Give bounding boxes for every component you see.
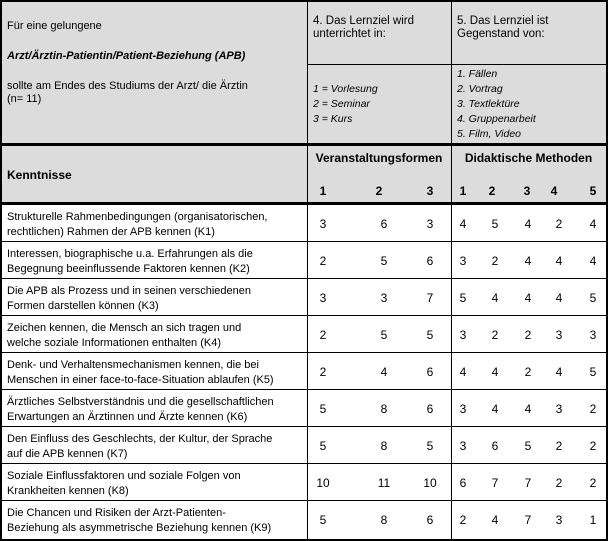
intro-text [7,20,302,106]
group2-col-5: 5 [589,184,597,198]
methode-value: 2 [589,402,597,416]
methode-value: 2 [459,513,467,527]
col5-legend [457,67,602,142]
methode-value: 4 [524,217,532,231]
group2-col-1: 1 [459,184,467,198]
methode-value: 4 [491,402,499,416]
veranstaltung-value: 5 [380,254,388,268]
methode-value: 7 [491,476,499,490]
methode-value: 4 [491,291,499,305]
methode-value: 3 [459,328,467,342]
veranstaltung-value: 10 [316,476,330,490]
veranstaltung-value: 11 [377,476,391,490]
row-label-line1: Die APB als Prozess und in seinen verschiedenen [7,285,251,297]
legend-item: 3 = Kurs [313,113,353,125]
methode-value: 5 [524,439,532,453]
group1-col-1: 1 [319,184,327,198]
methode-value: 4 [589,217,597,231]
row-label-line2: Krankheiten kennen (K8) [7,485,129,497]
methode-value: 3 [589,328,597,342]
veranstaltung-value: 5 [319,439,327,453]
row-label-line1: Strukturelle Rahmenbedingungen (organisatorischen, [7,211,268,223]
row-label-line1: Ärztliches Selbstverständnis und die gesellschaftlichen [7,396,274,408]
col5-title-line1: 5. Das Lernziel ist [457,15,549,27]
veranstaltung-value: 3 [319,217,327,231]
veranstaltung-value: 6 [426,513,434,527]
row-label [7,210,302,240]
row-label [7,469,302,499]
row-label-line2: Begegnung beeinflussende Faktoren kennen (K2) [7,263,250,275]
row-label [7,395,302,425]
group2-label: Didaktische Methoden [464,151,593,165]
legend-item: 4. Gruppenarbeit [457,113,536,125]
col4-legend [313,82,448,127]
divider [2,202,606,205]
methode-value: 5 [589,291,597,305]
veranstaltung-value: 8 [380,439,388,453]
row-label-line1: Zeichen kennen, die Mensch an sich tragen und [7,322,242,334]
divider [451,2,452,539]
methode-value: 4 [589,254,597,268]
methode-value: 2 [555,476,563,490]
veranstaltung-value: 5 [426,439,434,453]
row-divider [2,389,606,390]
row-divider [2,352,606,353]
row-divider [2,315,606,316]
row-label [7,247,302,277]
methode-value: 2 [491,328,499,342]
intro-line3: sollte am Endes des Studiums der Arzt/ die Ärztin [7,80,248,92]
row-label-line2: auf die APB kennen (K7) [7,448,128,460]
legend-item: 1 = Vorlesung [313,83,378,95]
veranstaltung-value: 6 [380,217,388,231]
group2-col-2: 2 [488,184,496,198]
legend-item: 5. Film, Video [457,128,521,140]
intro-line1: Für eine gelungene [7,20,102,32]
methode-value: 2 [524,365,532,379]
methode-value: 4 [555,291,563,305]
veranstaltung-value: 5 [426,328,434,342]
veranstaltung-value: 6 [426,254,434,268]
methode-value: 4 [555,254,563,268]
group1-col-2: 2 [375,184,383,198]
veranstaltung-value: 6 [426,365,434,379]
veranstaltung-value: 8 [380,513,388,527]
methode-value: 3 [459,402,467,416]
methode-value: 3 [459,254,467,268]
legend-item: 3. Textlektüre [457,98,520,110]
veranstaltung-value: 4 [380,365,388,379]
veranstaltung-value: 6 [426,402,434,416]
methode-value: 1 [589,513,597,527]
methode-value: 2 [589,476,597,490]
group2-col-3: 3 [523,184,531,198]
methode-value: 4 [459,217,467,231]
methode-value: 6 [491,439,499,453]
methode-value: 3 [459,439,467,453]
row-label [7,358,302,388]
veranstaltung-value: 2 [319,328,327,342]
methode-value: 6 [459,476,467,490]
row-label-line1: Interessen, biographische u.a. Erfahrungen als die [7,248,253,260]
methode-value: 3 [555,402,563,416]
row-divider [2,426,606,427]
legend-item: 1. Fällen [457,68,498,80]
legend-item: 2. Vortrag [457,83,503,95]
veranstaltung-value: 3 [319,291,327,305]
methode-value: 4 [555,365,563,379]
row-label-line2: Erwartungen an Ärztinnen und Ärzte kennen (K6) [7,411,248,423]
methode-value: 2 [555,439,563,453]
row-label-line2: welche soziale Informationen enthalten (K4) [7,337,222,349]
row-header-label: Kenntnisse [7,168,72,182]
group2-col-4: 4 [550,184,558,198]
methode-value: 4 [524,254,532,268]
methode-value: 2 [555,217,563,231]
veranstaltung-value: 3 [426,217,434,231]
methode-value: 3 [555,513,563,527]
veranstaltung-value: 8 [380,402,388,416]
row-divider [2,463,606,464]
col4-title [313,15,448,41]
group1-label: Veranstaltungsformen [315,151,443,165]
veranstaltung-value: 5 [380,328,388,342]
row-label [7,284,302,314]
veranstaltung-value: 10 [423,476,437,490]
divider [307,2,308,539]
row-divider [2,241,606,242]
divider [307,64,606,65]
veranstaltung-value: 2 [319,365,327,379]
group1-col-3: 3 [426,184,434,198]
methode-value: 2 [524,328,532,342]
row-label [7,321,302,351]
methode-value: 4 [524,291,532,305]
row-label-line2: Beziehung als asymmetrische Beziehung kennen (K9) [7,522,272,534]
methode-value: 5 [589,365,597,379]
methode-value: 4 [491,513,499,527]
methode-value: 3 [555,328,563,342]
row-label-line1: Die Chancen und Risiken der Arzt-Patienten- [7,507,226,519]
row-divider [2,278,606,279]
legend-item: 2 = Seminar [313,98,370,110]
veranstaltung-value: 2 [319,254,327,268]
row-label [7,432,302,462]
row-label-line1: Soziale Einflussfaktoren und soziale Folgen von [7,470,241,482]
col5-title-line2: Gegenstand von: [457,28,545,40]
methode-value: 7 [524,513,532,527]
veranstaltung-value: 5 [319,402,327,416]
methode-value: 5 [491,217,499,231]
veranstaltung-value: 7 [426,291,434,305]
methode-value: 2 [491,254,499,268]
col4-title-line2: unterrichtet in: [313,28,386,40]
methode-value: 4 [524,402,532,416]
row-label-line2: rechtlichen) Rahmen der APB kennen (K1) [7,226,215,238]
row-label [7,506,302,536]
intro-line4: (n= 11) [7,93,42,105]
col5-title [457,15,602,41]
divider [2,143,606,146]
veranstaltung-value: 3 [380,291,388,305]
row-divider [2,500,606,501]
row-label-line2: Menschen in einer face-to-face-Situation ablaufen (K5) [7,374,274,386]
methode-value: 7 [524,476,532,490]
row-label-line1: Den Einfluss des Geschlechts, der Kultur, der Sprache [7,433,273,445]
row-label-line1: Denk- und Verhaltensmechanismen kennen, die bei [7,359,259,371]
methode-value: 2 [589,439,597,453]
methode-value: 4 [459,365,467,379]
methode-value: 5 [459,291,467,305]
col4-title-line1: 4. Das Lernziel wird [313,15,414,27]
row-label-line2: Formen darstellen können (K3) [7,300,159,312]
intro-title: Arzt/Ärztin-Patientin/Patient-Beziehung (APB) [7,50,246,62]
methode-value: 4 [491,365,499,379]
veranstaltung-value: 5 [319,513,327,527]
